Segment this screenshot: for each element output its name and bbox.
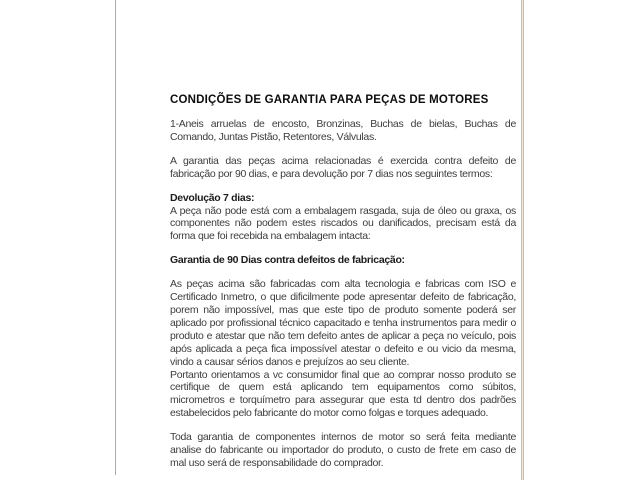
right-page-rule bbox=[521, 0, 524, 480]
return-policy-paragraph: A peça não pode está com a embalagem rasgada, suja de óleo ou graxa, os componentes não podem estes riscados ou danificados, precisam está da forma que foi recebida na embalagem intacta: bbox=[170, 204, 516, 243]
document-content bbox=[170, 94, 516, 481]
warranty-summary-paragraph: A garantia das peças acima relacionadas é exercida contra defeito de fabricação por 90 dias, e para devolução por 7 dias nos seguintes termos: bbox=[170, 154, 516, 180]
defects-warranty-paragraph-2: Portanto orientamos a vc consumidor final que ao comprar nosso produto se certifique de quem está aplicando tem equipamentos como súbitos, micrometros e torquímetro para assegurar que esta td dentro dos padrões estabelecidos pelo fabricante do motor como folgas e torques adequado. bbox=[170, 368, 516, 420]
page-title: CONDIÇÕES DE GARANTIA PARA PEÇAS DE MOTORES bbox=[170, 94, 489, 106]
defects-warranty-paragraph-1: As peças acima são fabricadas com alta tecnologia e fabricas com ISO e Certificado Inmetro, o que dificilmente pode apresentar defeito de fabricação, porem não impossível, mas que este tipo de produto somente poderá ser aplicado por profissional técnico capacitado e tenha instrumentos para medir o produto e atestar que não tem defeito antes de aplicar a peça no veículo, pois após aplicada a peça fica impossível atestar o defeito e ou vicio da mesma, vindo a causar sérios danos e prejuízos ao seu cliente. bbox=[170, 278, 516, 368]
return-policy-heading: Devolução 7 dias: bbox=[170, 191, 255, 204]
left-page-rule bbox=[115, 0, 116, 475]
defects-warranty-heading: Garantia de 90 Dias contra defeitos de fabricação: bbox=[170, 254, 405, 267]
parts-list-paragraph: 1-Aneis arruelas de encosto, Bronzinas, Buchas de bielas, Buchas de Comando, Juntas Pistão, Retentores, Válvulas. bbox=[170, 118, 516, 143]
final-notice-paragraph: Toda garantia de componentes internos de motor so será feita mediante analise do fabricante ou importador do produto, o custo de frete em caso de mal uso será de responsabilidade do comprador. bbox=[170, 431, 516, 469]
